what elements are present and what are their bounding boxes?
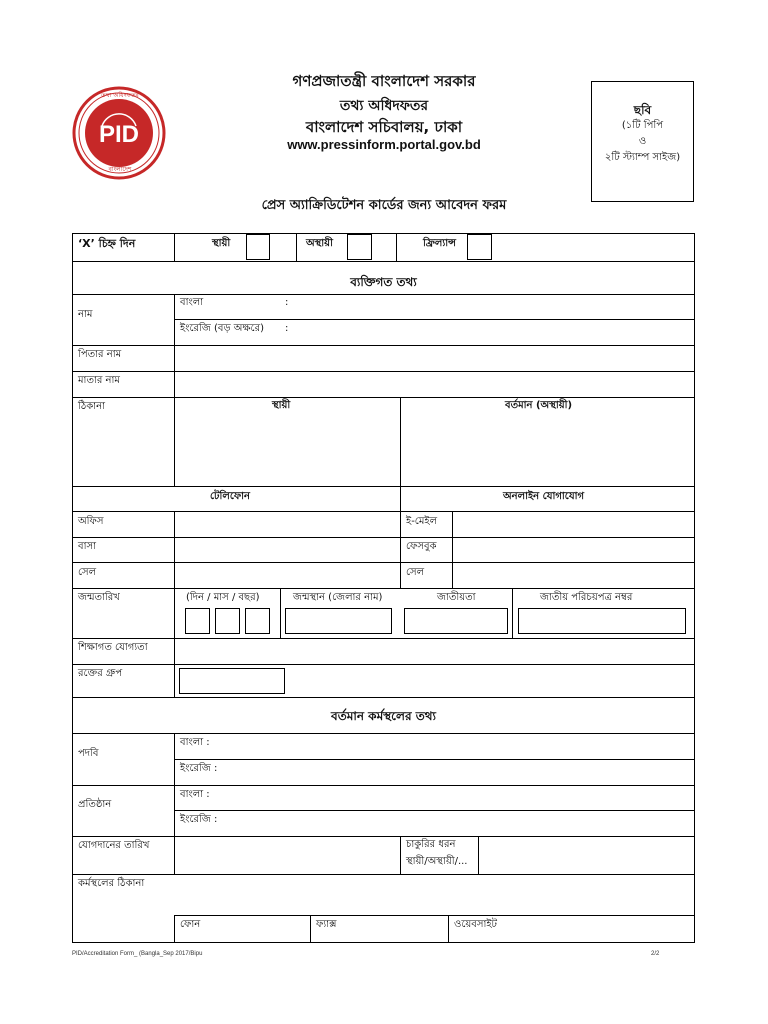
nid-input[interactable] <box>518 608 686 634</box>
type-permanent-checkbox[interactable] <box>246 234 270 260</box>
work-website-label: ওয়েবসাইট <box>454 919 497 930</box>
work-address-label: কর্মস্থলের ঠিকানা <box>78 878 145 889</box>
birthplace-input[interactable] <box>285 608 392 634</box>
type-temporary-checkbox[interactable] <box>347 234 372 260</box>
designation-bangla-label: বাংলা : <box>180 737 210 748</box>
photo-box[interactable] <box>591 81 694 202</box>
nationality-label: জাতীয়তা <box>437 592 476 603</box>
home-phone-label: বাসা <box>78 541 96 552</box>
address-present-label: বর্তমান (অস্থায়ী) <box>505 400 573 411</box>
organization-bangla-label: বাংলা : <box>180 789 210 800</box>
nationality-input[interactable] <box>404 608 508 634</box>
dob-day-box[interactable] <box>185 608 210 634</box>
type-freelance-label: ফ্রিল্যান্স <box>423 238 457 249</box>
work-fax-label: ফ্যাক্স <box>316 919 337 930</box>
organization-english-label: ইংরেজি : <box>180 814 218 825</box>
personal-section-title: ব্যক্তিগত তথ্য <box>350 275 417 289</box>
job-type-label: চাকুরির ধরন <box>406 839 456 850</box>
header-government: গণপ্রজাতন্ত্রী বাংলাদেশ সরকার <box>292 72 476 90</box>
form-title: প্রেস অ্যাক্রিডিটেশন কার্ডের জন্য আবেদন ফরম <box>261 198 507 213</box>
work-phone-label: ফোন <box>180 919 201 930</box>
mother-name-label: মাতার নাম <box>78 375 120 386</box>
education-label: শিক্ষাগত যোগ্যতা <box>78 642 148 653</box>
name-bangla-colon: : <box>285 297 289 308</box>
logo-ring-top: তথ্য অধিদফতর <box>101 92 139 99</box>
dob-year-box[interactable] <box>245 608 270 634</box>
telephone-label: টেলিফোন <box>210 491 251 502</box>
dob-format-label: (দিন / মাস / বছর) <box>186 592 260 603</box>
facebook-label: ফেসবুক <box>406 541 437 552</box>
online-cell-label: সেল <box>406 567 425 578</box>
online-contact-label: অনলাইন যোগাযোগ <box>503 491 585 502</box>
blood-group-label: রক্তের গ্রুপ <box>78 668 123 679</box>
address-label: ঠিকানা <box>78 401 105 412</box>
dob-month-box[interactable] <box>215 608 240 634</box>
designation-english-label: ইংরেজি : <box>180 763 218 774</box>
photo-line1: (১টি পিপি <box>621 120 664 131</box>
logo-text: PID <box>98 121 140 148</box>
type-permanent-label: স্থায়ী <box>212 238 231 249</box>
name-label: নাম <box>78 309 93 320</box>
type-temporary-label: অস্থায়ী <box>306 238 333 249</box>
header-department: তথ্য অধিদফতর <box>339 98 429 114</box>
type-freelance-checkbox[interactable] <box>467 234 492 260</box>
office-phone-label: অফিস <box>78 516 104 527</box>
address-permanent-label: স্থায়ী <box>272 400 291 411</box>
designation-label: পদবি <box>78 748 99 759</box>
workplace-section-title: বর্তমান কর্মস্থলের তথ্য <box>331 709 436 723</box>
name-english-colon: : <box>285 323 289 334</box>
job-type-options-label: স্থায়ী/অস্থায়ী/... <box>406 856 468 867</box>
nid-label: জাতীয় পরিচয়পত্র নম্বর <box>540 592 633 603</box>
blood-group-input[interactable] <box>179 668 285 694</box>
birthplace-label: জন্মস্থান (জেলার নাম) <box>293 592 383 603</box>
footer-page-number: 2/2 <box>651 951 660 957</box>
header-website[interactable]: www.pressinform.portal.gov.bd <box>287 137 481 152</box>
father-name-label: পিতার নাম <box>78 349 122 360</box>
organization-label: প্রতিষ্ঠান <box>78 799 112 810</box>
name-bangla-label: বাংলা <box>180 297 204 308</box>
joining-date-label: যোগদানের তারিখ <box>78 840 150 851</box>
name-english-label: ইংরেজি (বড় অক্ষরে) <box>180 323 264 334</box>
photo-title: ছবি <box>633 103 652 117</box>
photo-line2: ও <box>638 136 647 147</box>
logo-ring-bottom: বাংলাদেশ <box>108 166 132 173</box>
header-address: বাংলাদেশ সচিবালয়, ঢাকা <box>305 118 463 136</box>
footer-form-id: PID/Accreditation Form_ (Bangla_Sep 2017/Bipu <box>72 951 203 957</box>
email-label: ই-মেইল <box>406 516 438 527</box>
dob-label: জন্মতারিখ <box>78 592 120 603</box>
photo-line3: ২টি স্ট্যাম্প সাইজ) <box>604 152 681 163</box>
mark-x-label: ‘X’ চিহ্ন দিন <box>78 237 136 250</box>
cell-phone-label: সেল <box>78 567 97 578</box>
